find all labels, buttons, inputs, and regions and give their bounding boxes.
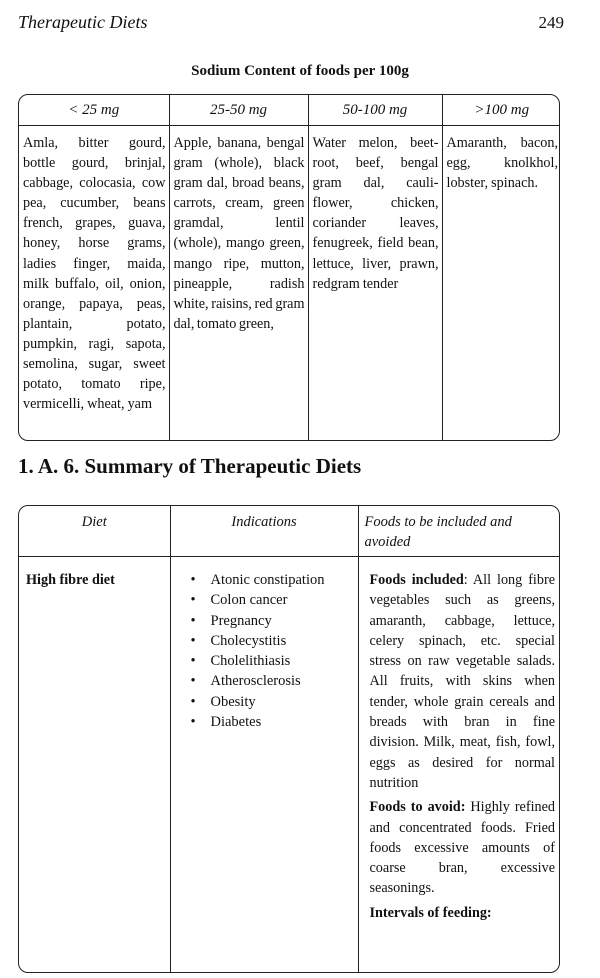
foods-avoid-paragraph <box>370 797 556 898</box>
indication-label: Cholelithiasis <box>210 653 291 670</box>
page-number: 249 <box>538 13 564 32</box>
foods-cell <box>358 557 560 973</box>
foods-included-text: : All long fibre vegetables such as greens, amaranth, cabbage, lettuce, celery spinach, etc. special stress on raw vegetable salads. All fruits, with skins when tender, whole grain cereals and breads with bran in fine division. Milk, meat, fish, fowl, eggs as desired for normal nutrition <box>369 572 555 791</box>
foods-avoid-label: Foods to avoid: <box>369 799 466 816</box>
indications-list <box>171 570 357 732</box>
column-header: Foods to be included and avoided <box>358 506 560 557</box>
intervals-label: Intervals of feeding: <box>369 904 492 921</box>
foods-included-paragraph <box>370 570 556 793</box>
indication-label: Obesity <box>210 693 256 710</box>
list-item <box>191 712 357 732</box>
list-item <box>191 590 357 610</box>
intervals-paragraph <box>370 903 556 923</box>
list-item <box>191 570 357 590</box>
bullet-icon: • <box>190 572 196 588</box>
indication-label: Pregnancy <box>210 612 272 629</box>
bullet-icon: • <box>190 673 196 690</box>
indication-label: Cholecystitis <box>210 632 287 649</box>
diet-name: High fibre diet <box>19 557 170 973</box>
column-header: Indications <box>170 506 358 557</box>
list-item <box>191 671 357 691</box>
table-row <box>19 557 560 973</box>
indication-label: Atonic constipation <box>210 572 325 588</box>
table-cell: Water melon, beet-root, beef, bengal gram dal, cauli-flower, chicken, coriander leaves, fenugreek, field bean, lettuce, liver, prawn, redgram tender <box>308 126 442 441</box>
table-cell: Amla, bitter gourd, bottle gourd, brinjal, cabbage, colocasia, cow pea, cucumber, beans french, grapes, guava, honey, horse grams, ladies finger, maida, milk buffalo, oil, onion, orange, papaya, peas, plantain, potato, pumpkin, ragi, sapota, semolina, sugar, sweet potato, tomato ripe, vermicelli, wheat, yam <box>19 126 169 441</box>
list-item <box>191 611 357 631</box>
table-header-row <box>19 95 560 126</box>
section-heading: 1. A. 6. Summary of Therapeutic Diets <box>18 454 362 478</box>
running-title: Therapeutic Diets <box>18 12 148 32</box>
table-header-row <box>19 506 560 557</box>
bullet-icon: • <box>190 592 196 609</box>
list-item <box>191 651 357 671</box>
column-header: < 25 mg <box>19 95 169 126</box>
bullet-icon: • <box>190 714 196 731</box>
column-header: 25-50 mg <box>169 95 308 126</box>
sodium-table-caption: Sodium Content of foods per 100g <box>191 63 409 79</box>
table-cell: Amaranth, bacon, egg, knolkhol, lobster, spinach. <box>442 126 560 441</box>
indication-label: Diabetes <box>210 714 262 731</box>
sodium-content-table <box>18 94 560 441</box>
bullet-icon: • <box>190 653 196 670</box>
table-cell: Apple, banana, bengal gram (whole), black gram dal, broad beans, carrots, cream, green gramdal, lentil (whole), mango green, mango ripe, mutton, pineapple, radish white, raisins, red gram dal, tomato green, <box>169 126 308 441</box>
column-header: Diet <box>19 506 170 557</box>
indications-cell <box>170 557 358 973</box>
bullet-icon: • <box>190 612 196 629</box>
list-item <box>191 692 357 712</box>
foods-avoid-text: Highly refined and concentrated foods. Fried foods excessive amounts of coarse bran, excessive seasonings. <box>369 799 555 897</box>
indication-label: Colon cancer <box>210 592 288 609</box>
therapeutic-diets-table <box>18 505 560 973</box>
column-header: 50-100 mg <box>308 95 442 126</box>
running-head <box>18 12 564 33</box>
table-row <box>19 126 560 441</box>
foods-included-label: Foods included <box>369 572 464 588</box>
bullet-icon: • <box>190 693 196 710</box>
bullet-icon: • <box>190 632 196 649</box>
column-header: >100 mg <box>442 95 560 126</box>
indication-label: Atherosclerosis <box>210 673 301 690</box>
list-item <box>191 631 357 651</box>
